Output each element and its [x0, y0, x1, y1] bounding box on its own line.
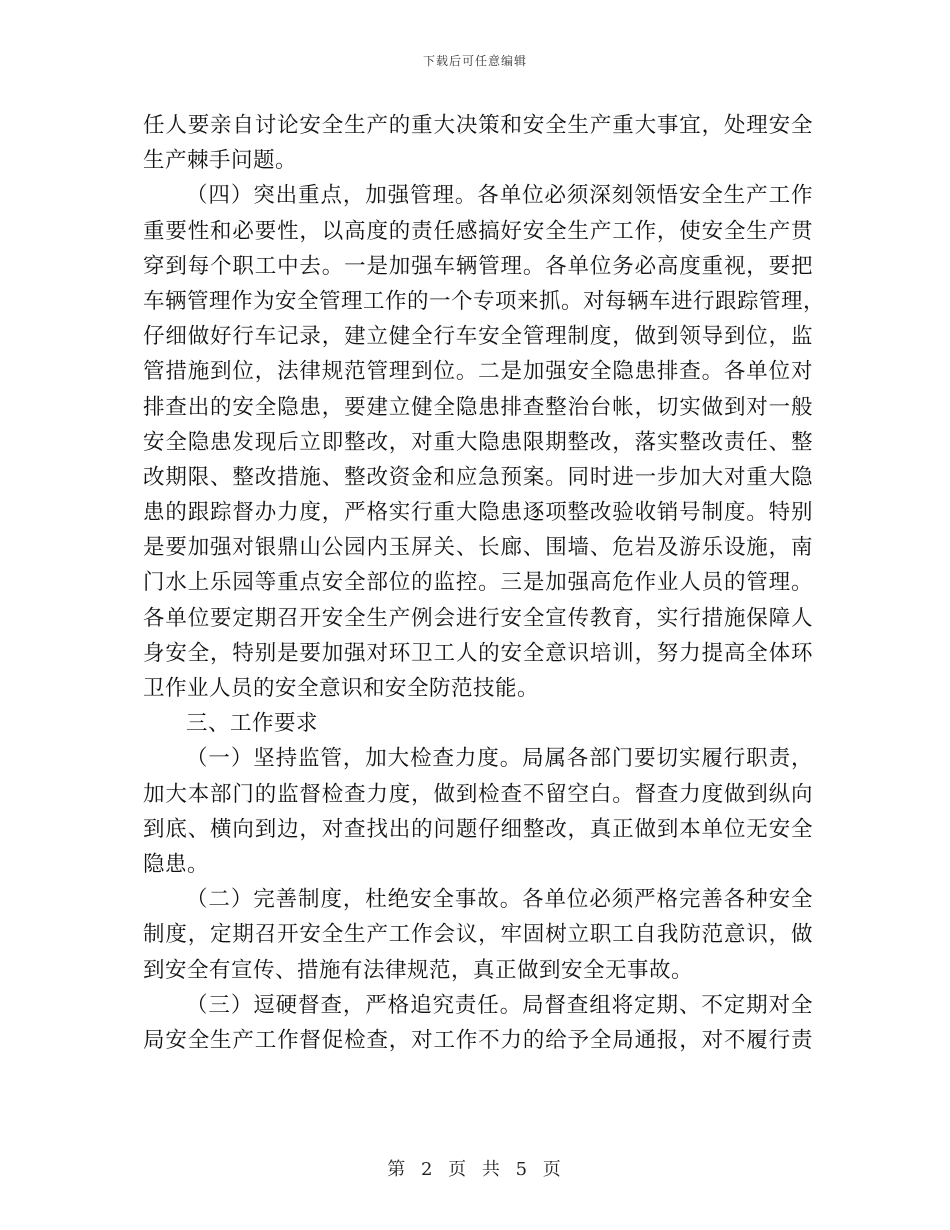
text-line: （三）逗硬督查，严格追究责任。局督查组将定期、不定期对全 [186, 992, 813, 1018]
text-line: 制度，定期召开安全生产工作会议，牢固树立职工自我防范意识，做 [143, 922, 813, 948]
page-footer [0, 1155, 950, 1181]
document-body [143, 108, 826, 1058]
footer-page-word: 页 [448, 1159, 469, 1180]
text-line: 改期限、整改措施、整改资金和应急预案。同时进一步加大对重大隐 [143, 464, 813, 490]
text-line: 任人要亲自讨论安全生产的重大决策和安全生产重大事宜，处理安全 [143, 113, 813, 138]
text-line: 身安全，特别是要加强对环卫工人的安全意识培训，努力提高全体环 [143, 640, 813, 666]
text-line: 卫作业人员的安全意识和安全防范技能。 [143, 676, 540, 701]
text-line: 到底、横向到边，对查找出的问题仔细整改，真正做到本单位无安全 [143, 816, 813, 842]
text-line: （二）完善制度，杜绝安全事故。各单位必须严格完善各种安全 [186, 887, 813, 913]
page-header: 下载后可任意编辑 [422, 54, 527, 68]
text-line: 重要性和必要性，以高度的责任感搞好安全生产工作，使安全生产贯 [143, 218, 813, 244]
text-line: 仔细做好行车记录，建立健全行车安全管理制度，做到领导到位，监 [143, 324, 813, 350]
text-line: 患的跟踪督办力度，严格实行重大隐患逐项整改验收销号制度。特别 [143, 500, 813, 526]
text-line: 车辆管理作为安全管理工作的一个专项来抓。对每辆车进行跟踪管理， [143, 288, 826, 314]
text-line: 生产棘手问题。 [143, 148, 298, 174]
text-line: 各单位要定期召开安全生产例会进行安全宣传教育，实行措施保障人 [143, 605, 813, 631]
text-line: 加大本部门的监督检查力度，做到检查不留空白。督查力度做到纵向 [143, 781, 813, 807]
footer-total-word: 共 [481, 1159, 502, 1180]
footer-suffix: 页 [542, 1159, 563, 1180]
text-line: 管措施到位，法律规范管理到位。二是加强安全隐患排查。各单位对 [143, 359, 813, 385]
text-line: 排查出的安全隐患，要建立健全隐患排查整治台帐，切实做到对一般 [143, 394, 813, 420]
text-line: （一）坚持监管，加大检查力度。局属各部门要切实履行职责， [186, 746, 813, 772]
footer-prefix: 第 [387, 1159, 408, 1180]
text-line: 隐患。 [143, 851, 210, 877]
text-line: 到安全有宣传、措施有法律规范，真正做到安全无事故。 [143, 957, 694, 983]
total-pages-number: 5 [515, 1159, 530, 1180]
text-line: 穿到每个职工中去。一是加强车辆管理。各单位务必高度重视，要把 [143, 253, 813, 279]
text-line: 安全隐患发现后立即整改，对重大隐患限期整改，落实整改责任、整 [143, 429, 813, 455]
text-line: 局安全生产工作督促检查，对工作不力的给予全局通报，对不履行责 [143, 1027, 813, 1053]
section-heading: 三、工作要求 [186, 711, 319, 737]
text-line: 门水上乐园等重点安全部位的监控。三是加强高危作业人员的管理。 [143, 570, 813, 596]
text-line: 是要加强对银鼎山公园内玉屏关、长廊、围墙、危岩及游乐设施，南 [143, 535, 813, 561]
current-page-number: 2 [420, 1159, 435, 1180]
text-line: （四）突出重点，加强管理。各单位必须深刻领悟安全生产工作 [186, 183, 813, 209]
